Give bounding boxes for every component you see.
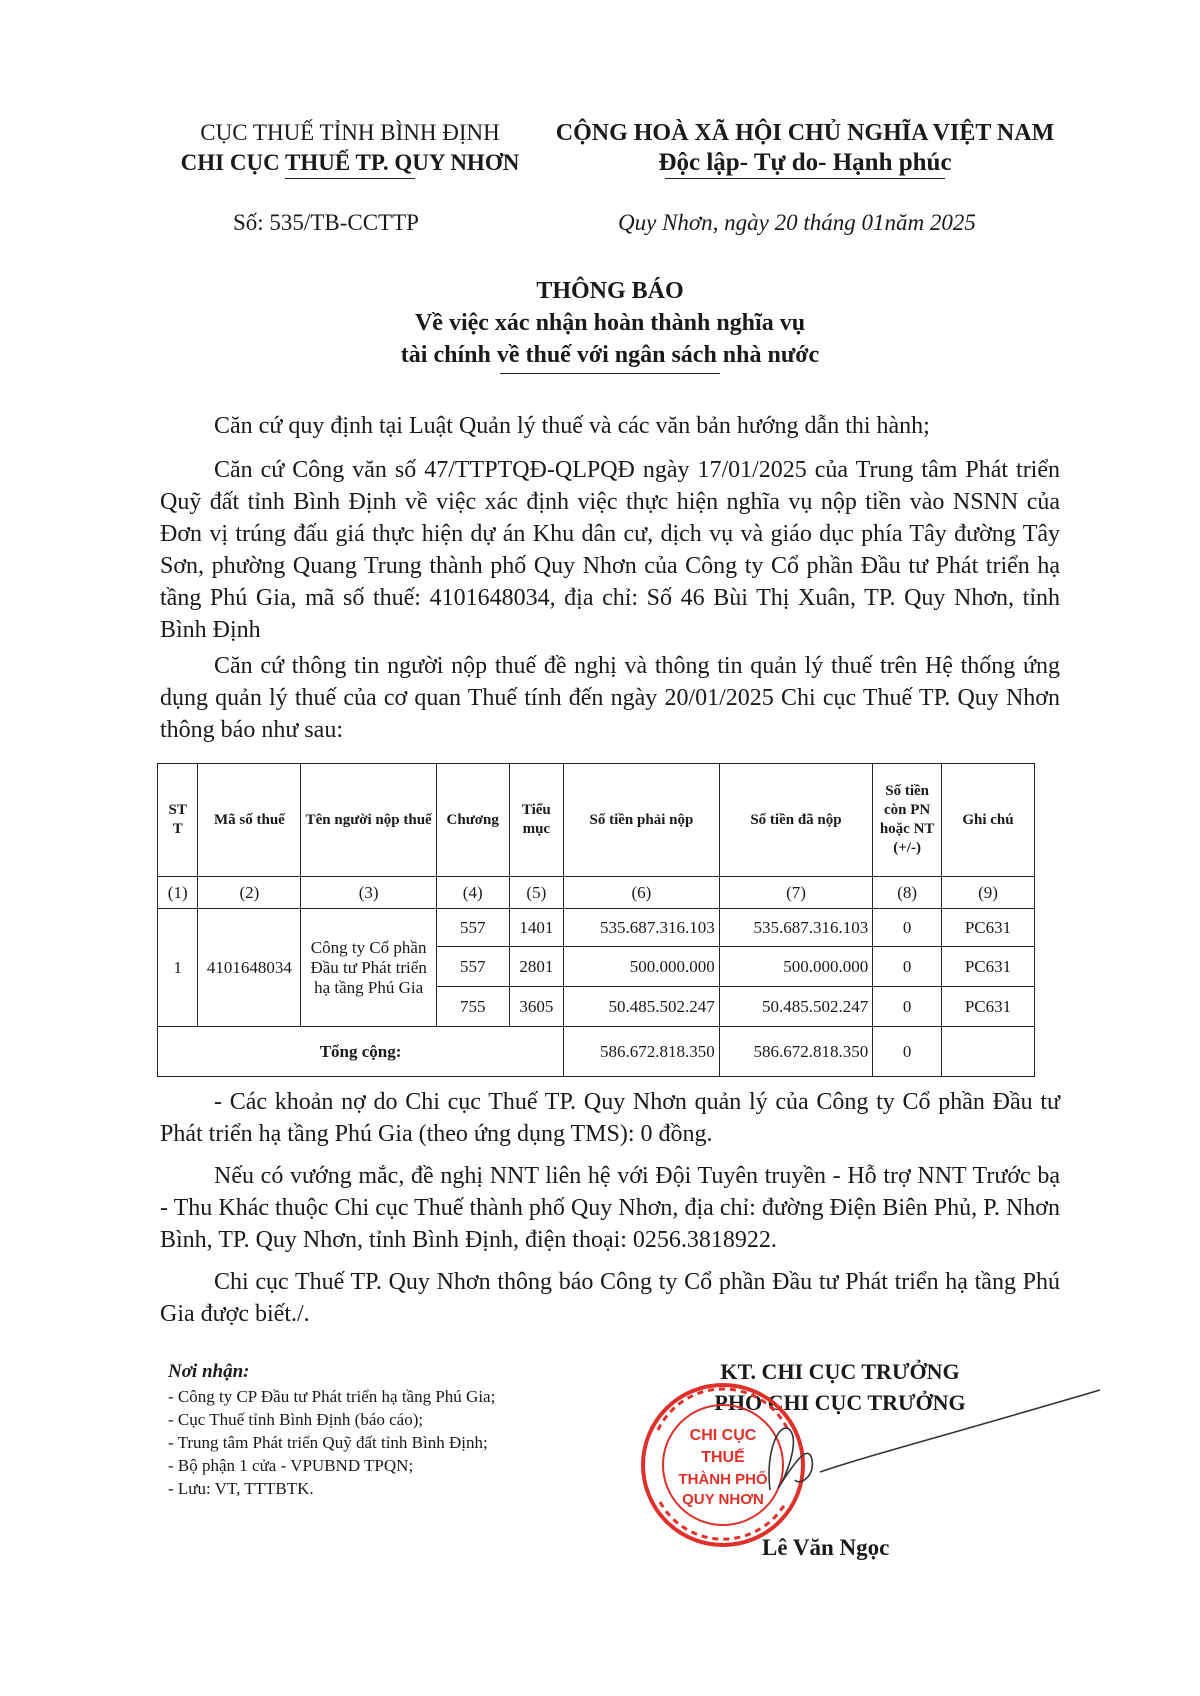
- recipient-item: - Bộ phận 1 cửa - VPUBND TPQN;: [168, 1456, 414, 1475]
- recipient-item: - Lưu: VT, TTTBTK.: [168, 1479, 314, 1498]
- paragraph-3: Căn cứ thông tin người nộp thuế đề nghị và thông tin quản lý thuế trên Hệ thống ứng dụng quản lý thuế của cơ quan Thuế tính đến ngày 20/01/2025 Chi cục Thuế TP. Quy Nhơn thông báo như sau:: [160, 653, 1060, 743]
- tieumuc-cell: 1401: [509, 909, 564, 947]
- note-cell: PC631: [941, 909, 1034, 947]
- place-date: Quy Nhơn, ngày 20 tháng 01năm 2025: [618, 210, 976, 235]
- amount-due-cell: 500.000.000: [564, 947, 720, 987]
- index-cell: (1): [158, 877, 198, 909]
- col-header: ST T: [158, 764, 198, 877]
- national-header: [540, 118, 1070, 179]
- note-cell: PC631: [941, 987, 1034, 1027]
- amount-paid-cell: 50.485.502.247: [719, 987, 873, 1027]
- total-balance-cell: 0: [873, 1027, 942, 1077]
- agency-name: CHI CỤC THUẾ TP. QUY NHƠN: [180, 150, 520, 175]
- tieumuc-cell: 3605: [509, 987, 564, 1027]
- index-cell: (3): [301, 877, 436, 909]
- payer-cell: Công ty Cổ phần Đầu tư Phát triển hạ tầng Phú Gia: [301, 909, 436, 1027]
- col-header: Số tiền phải nộp: [564, 764, 720, 877]
- total-label: Tổng cộng:: [158, 1027, 564, 1077]
- table-index-row: [158, 877, 1035, 909]
- motto-underline: [665, 178, 945, 179]
- col-header: Chương: [436, 764, 509, 877]
- agency-parent: CỤC THUẾ TỈNH BÌNH ĐỊNH: [200, 120, 500, 145]
- recipient-item: - Công ty CP Đầu tư Phát triển hạ tầng Phú Gia;: [168, 1387, 496, 1406]
- table-total-row: [158, 1027, 1035, 1077]
- tax-code-cell: 4101648034: [198, 909, 301, 1027]
- index-cell: (7): [719, 877, 873, 909]
- stamp-line: CHI CỤC: [689, 1427, 757, 1444]
- index-cell: (4): [436, 877, 509, 909]
- balance-cell: 0: [873, 947, 942, 987]
- table-row: [158, 909, 1035, 947]
- col-header: Tiểu mục: [509, 764, 564, 877]
- paragraph-4: - Các khoản nợ do Chi cục Thuế TP. Quy Nhơn quản lý của Công ty Cổ phần Đầu tư Phát triển hạ tầng Phú Gia (theo ứng dụng TMS): 0 đồng.: [160, 1089, 1060, 1147]
- stamp-line: THUẾ: [701, 1449, 745, 1466]
- paragraph-5: Nếu có vướng mắc, đề nghị NNT liên hệ với Đội Tuyên truyền - Hỗ trợ NNT Trước bạ - Thu Khác thuộc Chi cục Thuế thành phố Quy Nhơn, địa chỉ: đường Điện Biên Phủ, P. Nhơn Bình, TP. Quy Nhơn, tỉnh Bình Định, điện thoại: 0256.3818922.: [160, 1163, 1060, 1253]
- handwritten-signature: [730, 1380, 1110, 1510]
- recipient-item: - Trung tâm Phát triển Quỹ đất tỉnh Bình Định;: [168, 1433, 488, 1452]
- title-sub2: tài chính về thuế với ngân sách nhà nước: [400, 342, 820, 368]
- balance-cell: 0: [873, 909, 942, 947]
- balance-cell: 0: [873, 987, 942, 1027]
- chuong-cell: 557: [436, 909, 509, 947]
- index-cell: (9): [941, 877, 1034, 909]
- doc-number: Số: 535/TB-CCTTP: [233, 210, 419, 235]
- recipient-item: - Cục Thuế tỉnh Bình Định (báo cáo);: [168, 1410, 424, 1429]
- tieumuc-cell: 2801: [509, 947, 564, 987]
- agency-underline: [285, 178, 415, 179]
- chuong-cell: 557: [436, 947, 509, 987]
- chuong-cell: 755: [436, 987, 509, 1027]
- signature-title-1: KT. CHI CỤC TRƯỞNG: [720, 1359, 960, 1384]
- amount-due-cell: 535.687.316.103: [564, 909, 720, 947]
- col-header: Tên người nộp thuế: [301, 764, 436, 877]
- stamp-line: THÀNH PHỐ: [678, 1471, 768, 1488]
- paragraph-1: Căn cứ quy định tại Luật Quản lý thuế và các văn bản hướng dẫn thi hành;: [214, 413, 930, 439]
- title-underline: [500, 373, 720, 374]
- paragraph-6: Chi cục Thuế TP. Quy Nhơn thông báo Công ty Cổ phần Đầu tư Phát triển hạ tầng Phú Gia được biết./.: [160, 1269, 1060, 1327]
- stamp-line: QUY NHƠN: [682, 1491, 764, 1508]
- tax-table: [157, 763, 1035, 1077]
- title-block: [160, 275, 1060, 374]
- signature-title-2: PHÓ CHI CỤC TRƯỞNG: [714, 1390, 966, 1415]
- amount-due-cell: 50.485.502.247: [564, 987, 720, 1027]
- col-header: Số tiền còn PN hoặc NT (+/-): [873, 764, 942, 877]
- total-paid-cell: 586.672.818.350: [719, 1027, 873, 1077]
- title-sub1: Về việc xác nhận hoàn thành nghĩa vụ: [414, 310, 806, 336]
- table-header-row: [158, 764, 1035, 877]
- col-header: Số tiền đã nộp: [719, 764, 873, 877]
- col-header: Mã số thuế: [198, 764, 301, 877]
- signer-name: Lê Văn Ngọc: [762, 1535, 890, 1560]
- index-cell: (8): [873, 877, 942, 909]
- index-cell: (5): [509, 877, 564, 909]
- paragraph-2: Căn cứ Công văn số 47/TTPTQĐ-QLPQĐ ngày 17/01/2025 của Trung tâm Phát triển Quỹ đất tỉnh Bình Định về việc xác định việc thực hiện nghĩa vụ nộp tiền vào NSNN của Đơn vị trúng đấu giá thực hiện dự án Khu dân cư, dịch vụ và giáo dục phía Tây đường Tây Sơn, phường Quang Trung thành phố Quy Nhơn của Công ty Cổ phần Đầu tư Phát triển hạ tầng Phú Gia, mã số thuế: 4101648034, địa chỉ: Số 46 Bùi Thị Xuân, TP. Quy Nhơn, tỉnh Bình Định: [160, 457, 1060, 643]
- amount-paid-cell: 500.000.000: [719, 947, 873, 987]
- recipients: [168, 1360, 618, 1500]
- agency-block: [160, 118, 540, 179]
- index-cell: (2): [198, 877, 301, 909]
- stt-cell: 1: [158, 909, 198, 1027]
- note-cell: PC631: [941, 947, 1034, 987]
- amount-paid-cell: 535.687.316.103: [719, 909, 873, 947]
- total-note-cell: [941, 1027, 1034, 1077]
- total-due-cell: 586.672.818.350: [564, 1027, 720, 1077]
- col-header: Ghi chú: [941, 764, 1034, 877]
- index-cell: (6): [564, 877, 720, 909]
- recipients-heading: Nơi nhận:: [168, 1361, 250, 1382]
- motto: Độc lập- Tự do- Hạnh phúc: [658, 149, 952, 176]
- page-title: THÔNG BÁO: [536, 278, 684, 304]
- country-name: CỘNG HOÀ XÃ HỘI CHỦ NGHĨA VIỆT NAM: [555, 120, 1055, 146]
